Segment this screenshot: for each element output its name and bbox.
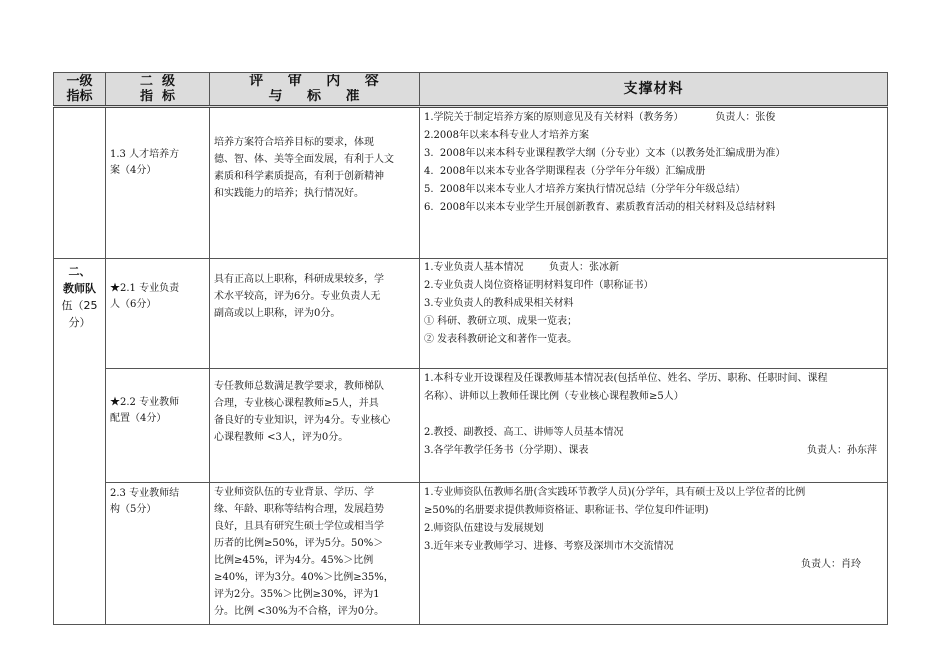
materials-cell	[420, 107, 888, 259]
table-header-row	[54, 73, 888, 107]
level2-text: ★2.1 专业负责	[110, 283, 180, 294]
header-level1	[54, 73, 106, 107]
materials-cell	[420, 259, 888, 369]
level2-cell	[106, 369, 210, 483]
level2-cell	[106, 483, 210, 625]
material-item: 2.师资队伍建设与发展规划	[424, 523, 544, 534]
level2-text: 1.3 人才培养方	[110, 149, 180, 160]
criteria-text: 缘、年龄、职称等结构合理，发展趋势	[214, 504, 384, 515]
criteria-text: 德、智、体、美等全面发展，有利于人文	[214, 154, 394, 165]
header-materials: 支撑材料	[420, 73, 888, 107]
material-line-with-owner	[424, 442, 883, 460]
owner-label: 负责人：肖玲	[801, 559, 861, 570]
level2-cell	[106, 107, 210, 259]
criteria-text: 分。比例 <30%为不合格，评为0分。	[214, 606, 385, 617]
material-item: 5. 2008年以来本专业人才培养方案执行情况总结（分学年分年级总结）	[424, 184, 746, 195]
table-row	[54, 369, 888, 483]
owner-label: 负责人：孙东萍	[807, 445, 877, 456]
material-item: 3.各学年教学任务书（分学期）、课表	[424, 445, 589, 456]
level1-text: 分）	[68, 316, 91, 329]
material-item: 3.专业负责人的教科成果相关材料	[424, 298, 574, 309]
material-item: 2.教授、副教授、高工、讲师等人员基本情况	[424, 427, 624, 438]
material-item: 3.近年来专业教师学习、进修、考察及深圳市木交流情况	[424, 541, 674, 552]
level2-text: 配置（4分）	[110, 413, 167, 424]
level2-text: ★2.2 专业教师	[110, 397, 180, 408]
material-item: 3. 2008年以来本科专业课程教学大纲（分专业）文本（以教务处汇编成册为准）	[424, 148, 786, 159]
criteria-cell	[210, 259, 420, 369]
level2-text: 2.3 专业教师结	[110, 488, 180, 499]
header-level2	[106, 73, 210, 107]
criteria-cell	[210, 483, 420, 625]
criteria-text: 比例≥45%，评为4分。45%＞比例	[214, 555, 374, 566]
material-item: ① 科研、教研立项、成果一览表；	[424, 316, 578, 327]
header-criteria-line1: 评 审 内 容	[249, 74, 380, 89]
criteria-cell	[210, 107, 420, 259]
level2-cell	[106, 259, 210, 369]
level1-cell	[54, 259, 106, 625]
criteria-text: 良好，且具有研究生硕士学位或相当学	[214, 521, 384, 532]
materials-cell	[420, 483, 888, 625]
material-item: 名称）、讲师以上教师任课比例（专业核心课程教师≥5人）	[424, 391, 684, 402]
level1-cell-empty	[54, 107, 106, 259]
material-item: 2.2008年以来本科专业人才培养方案	[424, 130, 589, 141]
criteria-text: 专任教师总数满足教学要求，教师梯队	[214, 381, 384, 392]
materials-cell	[420, 369, 888, 483]
material-item: 1.学院关于制定培养方案的原则意见及有关材料（教务务） 负责人：张俊	[424, 112, 776, 123]
criteria-text: 备良好的专业知识，评为4分。专业核心	[214, 415, 391, 426]
criteria-text: 专业师资队伍的专业背景、学历、学	[214, 487, 374, 498]
criteria-text: 培养方案符合培养目标的要求，体现	[214, 137, 374, 148]
criteria-text: 评为2分。35%＞比例≥30%，评为1	[214, 589, 380, 600]
material-item: 4. 2008年以来本专业各学期课程表（分学年分年级）汇编成册	[424, 166, 706, 177]
criteria-text: 具有正高以上职称，科研成果较多，学	[214, 274, 384, 285]
material-item: ≥50%的名册要求提供教师资格证、职称证书、学位复印件证明)	[424, 505, 709, 516]
material-item: ② 发表科教研论文和著作一览表。	[424, 334, 578, 345]
material-item: 1.专业负责人基本情况 负责人：张冰新	[424, 262, 619, 273]
header-level2-line2: 指 标	[139, 89, 176, 104]
header-level1-line2: 指标	[66, 89, 93, 104]
criteria-text: 历者的比例≥50%，评为5分。50%＞	[214, 538, 384, 549]
criteria-text: 副高或以上职称，评为0分。	[214, 308, 341, 319]
table-row	[54, 483, 888, 625]
header-level1-line1: 一级	[66, 74, 93, 89]
evaluation-table	[53, 72, 888, 625]
table-row	[54, 107, 888, 259]
level1-text: 教师队	[63, 282, 96, 295]
criteria-text: 合理，专业核心课程教师≥5人，并具	[214, 398, 379, 409]
criteria-text: ≥40%，评为3分。40%＞比例≥35%，	[214, 572, 394, 583]
level2-text: 案（4分）	[110, 165, 157, 176]
level1-text: 二、	[68, 265, 91, 278]
criteria-text: 和实践能力的培养；执行情况好。	[214, 188, 364, 199]
header-level2-line1: 二 级	[139, 74, 176, 89]
criteria-text: 素质和科学素质提高，有利于创新精神	[214, 171, 384, 182]
material-item: 2.专业负责人岗位资格证明材料复印件（职称证书）	[424, 280, 654, 291]
material-item: 6. 2008年以来本专业学生开展创新教育、素质教育活动的相关材料及总结材料	[424, 202, 776, 213]
level1-text: 伍（25	[61, 299, 98, 312]
material-item: 1.本科专业开设课程及任课教师基本情况表(包括单位、姓名、学历、职称、任职时间、课程	[424, 373, 828, 384]
header-criteria	[210, 73, 420, 107]
criteria-text: 心课程教师 <3人，评为0分。	[214, 432, 349, 443]
material-item: 1.专业师资队伍教师名册(含实践环节教学人员)(分学年，具有硕士及以上学位者的比例	[424, 487, 806, 498]
blank-line	[424, 406, 883, 424]
header-criteria-line2: 与 标 准	[268, 89, 361, 104]
criteria-cell	[210, 369, 420, 483]
table-row	[54, 259, 888, 369]
level2-text: 人（6分）	[110, 299, 157, 310]
criteria-text: 术水平较高，评为6分。专业负责人无	[214, 291, 381, 302]
level2-text: 构（5分）	[110, 504, 157, 515]
